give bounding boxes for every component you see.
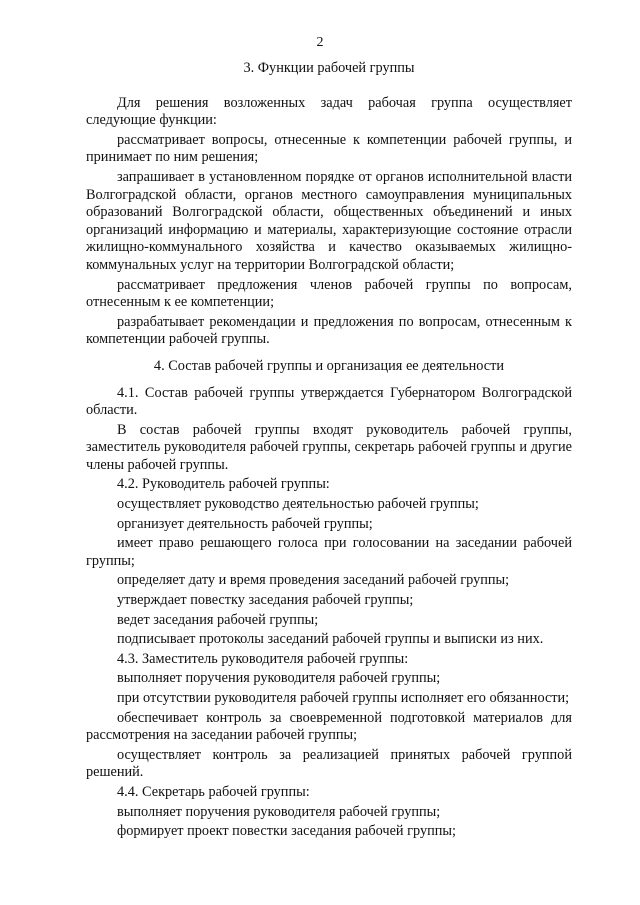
paragraph: определяет дату и время проведения заседаний рабочей группы; (117, 572, 510, 589)
paragraph: 4.1. Состав рабочей группы утверждается Губернатором Волгоградской области. (86, 384, 572, 419)
section-4-body (86, 385, 572, 841)
paragraph: разрабатывает рекомендации и предложения по вопросам, отнесенным к компетенции рабочей группы. (86, 313, 572, 348)
paragraph: Для решения возложенных задач рабочая группа осуществляет следующие функции: (86, 94, 572, 129)
section-3-body (86, 95, 572, 349)
paragraph: рассматривает вопросы, отнесенные к компетенции рабочей группы, и принимает по ним решения; (86, 131, 572, 166)
paragraph: осуществляет руководство деятельностью рабочей группы; (117, 496, 479, 513)
paragraph: выполняет поручения руководителя рабочей группы; (117, 803, 441, 820)
paragraph: В состав рабочей группы входят руководитель рабочей группы, заместитель руководителя рабочей группы, секретарь рабочей группы и другие члены рабочей группы. (86, 421, 572, 473)
paragraph: 4.2. Руководитель рабочей группы: (117, 476, 330, 493)
paragraph: при отсутствии руководителя рабочей группы исполняет его обязанности; (117, 690, 570, 706)
paragraph: имеет право решающего голоса при голосовании на заседании рабочей группы; (86, 535, 572, 569)
section-4-title: 4. Состав рабочей группы и организация ее деятельности (153, 357, 505, 374)
paragraph: осуществляет контроль за реализацией принятых рабочей группой решений. (86, 746, 572, 781)
paragraph: 4.3. Заместитель руководителя рабочей группы: (117, 650, 409, 667)
section-3-title: 3. Функции рабочей группы (243, 60, 415, 76)
paragraph: 4.4. Секретарь рабочей группы: (117, 783, 310, 800)
paragraph: организует деятельность рабочей группы; (117, 515, 373, 532)
paragraph: рассматривает предложения членов рабочей группы по вопросам, отнесенным к ее компетенции; (86, 276, 572, 311)
paragraph: запрашивает в установленном порядке от органов исполнительной власти Волгоградской области, органов местного самоуправления муниципальных образований Волгоградской области, общественных объединений и иных организаций информацию и материалы, характеризующие состояние отрасли жилищно-коммунального хозяйства и качество оказываемых жилищно-коммунальных услуг на территории Волгоградской области; (86, 168, 572, 273)
paragraph: обеспечивает контроль за своевременной подготовкой материалов для рассмотрения на заседании рабочей группы; (86, 709, 572, 744)
paragraph: утверждает повестку заседания рабочей группы; (117, 592, 414, 609)
paragraph: формирует проект повестки заседания рабочей группы; (117, 823, 457, 840)
paragraph: подписывает протоколы заседаний рабочей группы и выписки из них. (117, 631, 544, 648)
paragraph: ведет заседания рабочей группы; (117, 611, 319, 628)
document-body (86, 60, 572, 841)
page-number: 2 (316, 35, 324, 50)
paragraph: выполняет поручения руководителя рабочей группы; (117, 670, 441, 687)
